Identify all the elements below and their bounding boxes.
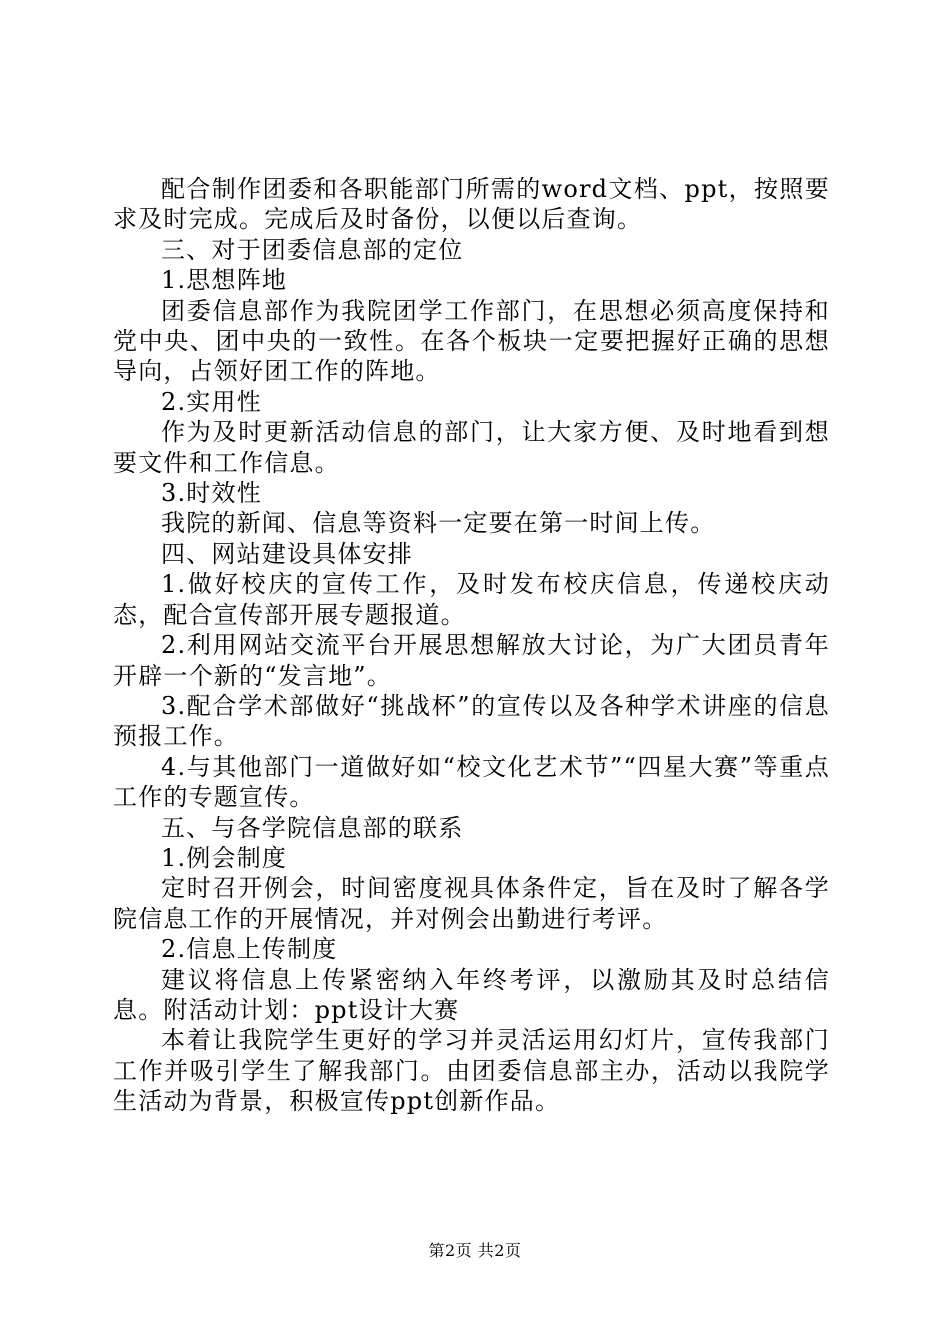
subheading-meeting: 1.例会制度 [161, 843, 288, 872]
paragraph-upload: 建议将信息上传紧密纳入年终考评，以激励其及时总结信息。附活动计划：ppt设计大赛 [113, 965, 830, 1024]
heading-section-3: 三、对于团委信息部的定位 [161, 235, 464, 264]
subheading-ideology: 1.思想阵地 [161, 266, 288, 295]
page-footer: 第2页 共2页 [428, 1241, 522, 1260]
paragraph-ideology: 团委信息部作为我院团学工作部门，在思想必须高度保持和党中央、团中央的一致性。在各个板块一定要把握好正确的思想导向，占领好团工作的阵地。 [113, 296, 830, 386]
paragraph-plan-2: 2.利用网站交流平台开展思想解放大讨论，为广大团员青年开辟一个新的“发言地”。 [113, 631, 830, 690]
subheading-timeliness: 3.时效性 [161, 479, 262, 508]
paragraph-plan-4: 4.与其他部门一道做好如“校文化艺术节”“四星大赛”等重点工作的专题宣传。 [113, 752, 830, 812]
paragraph-meeting: 定时召开例会，时间密度视具体条件定，旨在及时了解各学院信息工作的开展情况，并对例会出勤进行考评。 [113, 874, 830, 933]
subheading-practicality: 2.实用性 [161, 387, 262, 416]
subheading-upload: 2.信息上传制度 [161, 935, 338, 964]
document-body [113, 174, 830, 1117]
paragraph-contest: 本着让我院学生更好的学习并灵活运用幻灯片，宣传我部门工作并吸引学生了解我部门。由团委信息部主办，活动以我院学生活动为背景，积极宣传ppt创新作品。 [113, 1026, 830, 1116]
paragraph-practicality: 作为及时更新活动信息的部门，让大家方便、及时地看到想要文件和工作信息。 [113, 418, 830, 477]
heading-section-4: 四、网站建设具体安排 [161, 539, 413, 568]
paragraph-timeliness: 我院的新闻、信息等资料一定要在第一时间上传。 [161, 509, 716, 538]
paragraph-plan-3: 3.配合学术部做好“挑战杯”的宣传以及各种学术讲座的信息预报工作。 [113, 691, 830, 751]
paragraph-word-ppt: 配合制作团委和各职能部门所需的word文档、ppt，按照要求及时完成。完成后及时备份，以便以后查询。 [113, 175, 830, 234]
heading-section-5: 五、与各学院信息部的联系 [161, 813, 464, 842]
paragraph-plan-1: 1.做好校庆的宣传工作，及时发布校庆信息，传递校庆动态，配合宣传部开展专题报道。 [113, 570, 830, 629]
